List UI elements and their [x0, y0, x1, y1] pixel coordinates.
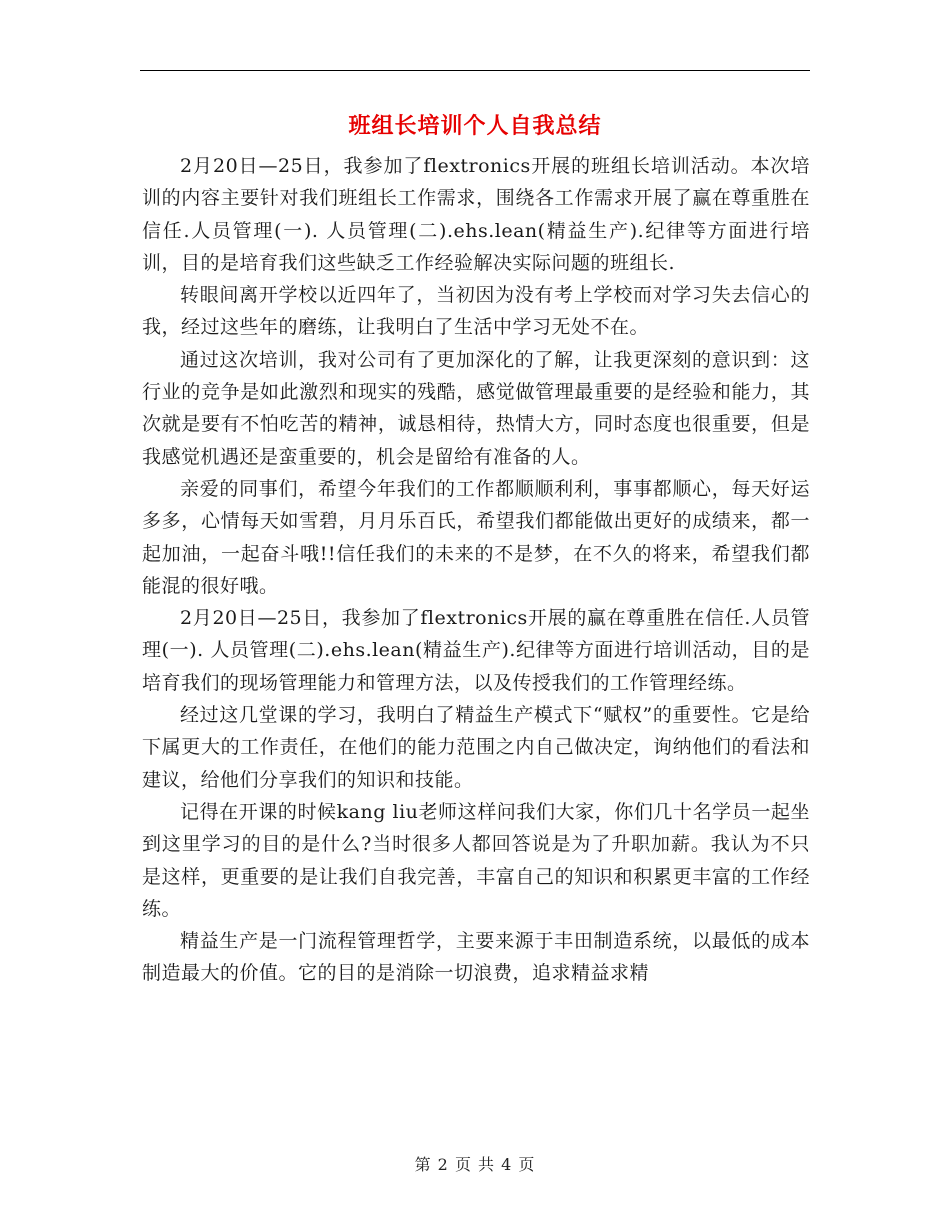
paragraph: 精益生产是一门流程管理哲学，主要来源于丰田制造系统，以最低的成本制造最大的价值。它的目的是消除一切浪费，追求精益求精 — [142, 930, 810, 985]
paragraph: 经过这几堂课的学习，我明白了精益生产模式下“赋权”的重要性。它是给下属更大的工作责任，在他们的能力范围之内自己做决定，询纳他们的看法和建议，给他们分享我们的知识和技能。 — [142, 704, 810, 791]
document-title: 班组长培训个人自我总结 — [348, 113, 602, 139]
paragraph: 亲爱的同事们，希望今年我们的工作都顺顺利利，事事都顺心，每天好运多多，心情每天如雪碧，月月乐百氏，希望我们都能做出更好的成绩来，都一起加油，一起奋斗哦!!信任我们的未来的不是梦，在不久的将来，希望我们都能混的很好哦。 — [142, 477, 810, 597]
document-body — [142, 150, 810, 990]
page-number: 第 2 页 共 4 页 — [414, 1155, 536, 1174]
paragraph: 通过这次培训，我对公司有了更加深化的了解，让我更深刻的意识到：这行业的竞争是如此激烈和现实的残酷，感觉做管理最重要的是经验和能力，其次就是要有不怕吃苦的精神，诚恳相待，热情大方，同时态度也很重要，但是我感觉机遇还是蛮重要的，机会是留给有准备的人。 — [142, 348, 810, 468]
paragraph: 2月20日—25日，我参加了flextronics开展的赢在尊重胜在信任.人员管理(一). 人员管理(二).ehs.lean(精益生产).纪律等方面进行培训活动，目的是培育我们的现场管理能力和管理方法，以及传授我们的工作管理经练。 — [142, 607, 810, 694]
paragraph: 2月20日—25日，我参加了flextronics开展的班组长培训活动。本次培训的内容主要针对我们班组长工作需求，围绕各工作需求开展了赢在尊重胜在信任.人员管理(一). 人员管理(二).ehs.lean(精益生产).纪律等方面进行培训，目的是培育我们这些缺乏工作经验解决实际问题的班组长. — [142, 155, 810, 274]
paragraph: 记得在开课的时候kang liu老师这样问我们大家，你们几十名学员一起坐到这里学习的目的是什么?当时很多人都回答说是为了升职加薪。我认为不只是这样，更重要的是让我们自我完善，丰富自己的知识和积累更丰富的工作经练。 — [142, 800, 810, 920]
paragraph: 转眼间离开学校以近四年了，当初因为没有考上学校而对学习失去信心的我，经过这些年的磨练，让我明白了生活中学习无处不在。 — [142, 284, 810, 339]
header-rule — [140, 70, 810, 71]
